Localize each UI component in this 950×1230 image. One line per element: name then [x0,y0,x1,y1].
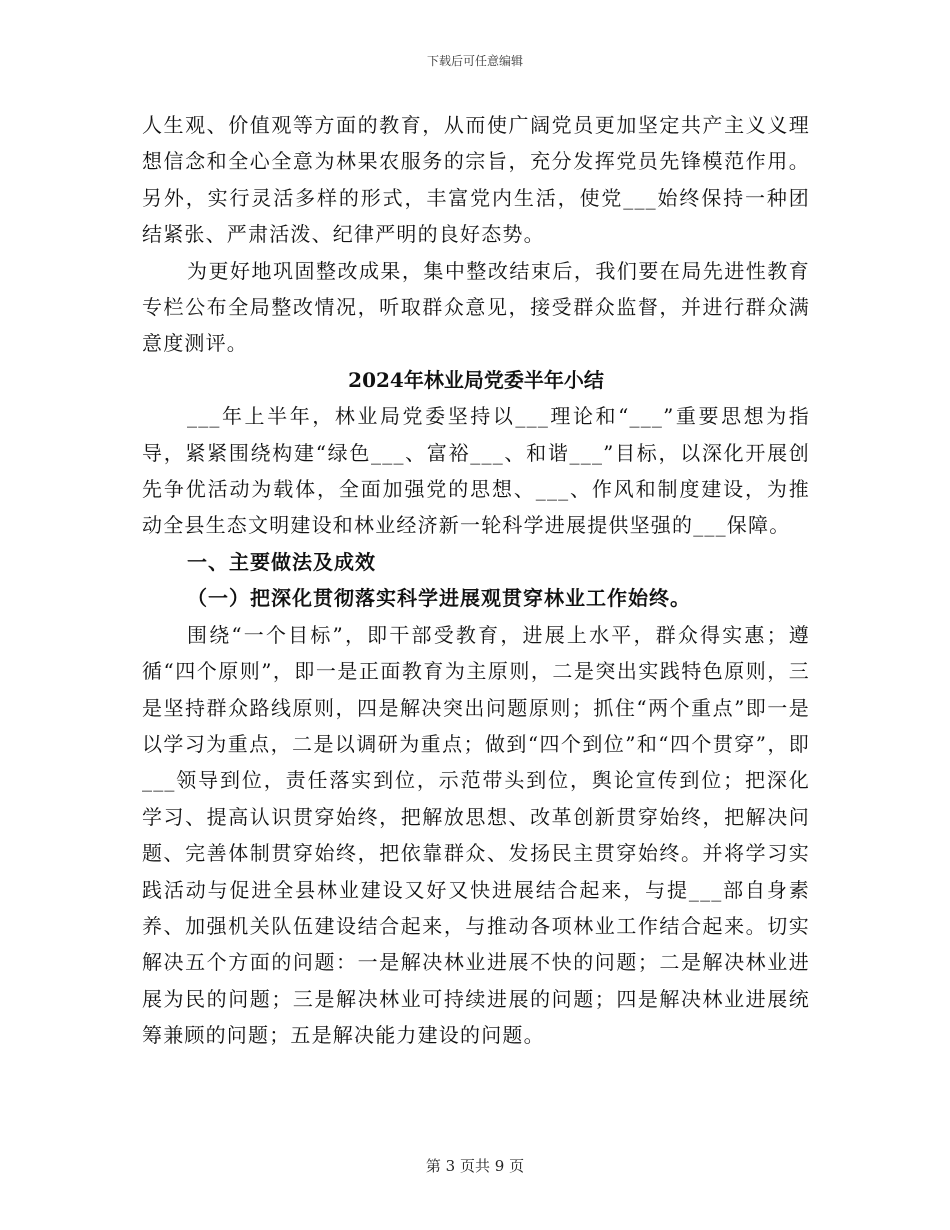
page-number: 第 3 页共 9 页 [425,1157,525,1175]
page-header: 下载后可任意编辑 [426,54,523,68]
subsection-heading: （一）把深化贯彻落实科学进展观贯穿林业工作始终。 [187,586,691,611]
document-title: 2024年林业局党委半年小结 [348,367,604,392]
paragraph-main: 围绕“一个目标”，即干部受教育，进展上水平，群众得实惠；遵循“四个原则”，即一是正面教育为主原则，二是突出实践特色原则，三是坚持群众路线原则，四是解决突出问题原则；抓住“两个重点”即一是以学习为重点，二是以调研为重点；做到“四个到位”和“四个贯穿”，即___领导到位，责任落实到位，示范带头到位，舆论宣传到位；把深化学习、提高认识贯穿始终，把解放思想、改革创新贯穿始终，把解决问题、完善体制贯穿始终，把依靠群众、发扬民主贯穿始终。并将学习实践活动与促进全县林业建设又好又快进展结合起来，与提___部自身素养、加强机关队伍建设结合起来，与推动各项林业工作结合起来。切实解决五个方面的问题：一是解决林业进展不快的问题；二是解决林业进展为民的问题；三是解决林业可持续进展的问题；四是解决林业进展统筹兼顾的问题；五是解决能力建设的问题。 [142,622,810,1048]
paragraph-continuation: 人生观、价值观等方面的教育，从而使广阔党员更加坚定共产主义义理想信念和全心全意为林果农服务的宗旨，充分发挥党员先锋模范作用。另外，实行灵活多样的形式，丰富党内生活，使党___始终保持一种团结紧张、严肃活泼、纪律严明的良好态势。 [142,113,810,247]
document-body [142,107,810,1054]
paragraph-rectification: 为更好地巩固整改成果，集中整改结束后，我们要在局先进性教育专栏公布全局整改情况，听取群众意见，接受群众监督，并进行群众满意度测评。 [142,258,810,356]
paragraph-intro: ___年上半年，林业局党委坚持以___理论和“___”重要思想为指导，紧紧围绕构建“绿色___、富裕___、和谐___”目标，以深化开展创先争优活动为载体，全面加强党的思想、___、作风和制度建设，为推动全县生态文明建设和林业经济新一轮科学进展提供坚强的___保障。 [142,404,810,538]
section-heading: 一、主要做法及成效 [187,549,376,574]
